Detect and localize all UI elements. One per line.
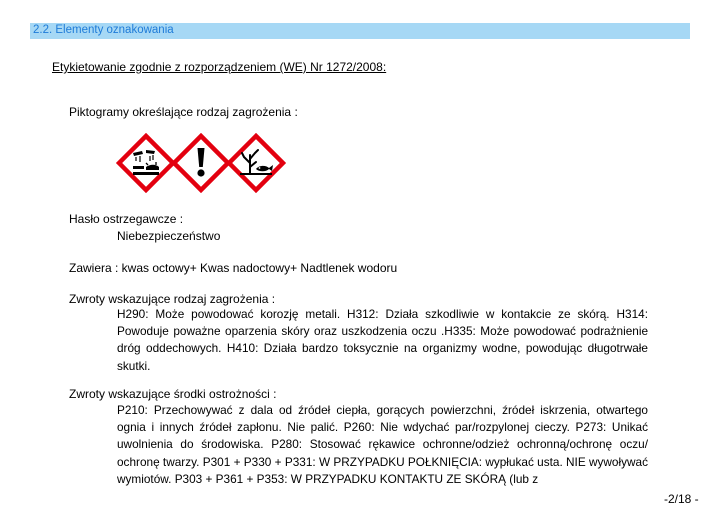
section-title: 2.2. Elementy oznakowania — [33, 24, 174, 36]
pictograms-heading: Piktogramy określające rodzaj zagrożenia : — [69, 105, 298, 119]
precautionary-statements-text: P210: Przechowywać z dala od źródeł ciepła, gorących powierzchni, źródeł iskrzenia, otwartego ognia i innych źródeł zapłonu. Nie palić. P260: Nie wdychać par/rozpylonej cieczy. P273: Unikać uwolnienia do środowiska. P280: Stosować rękawice ochronne/odzież ochronną/ochronę oczu/ ochronę twarzy. P301 + P330 + P331: W PRZYPADKU POŁKNIĘCIA: wypłukać usta. NIE wywoływać wymiotów. P303 + P361 + P353: W PRZYPADKU KONTAKTU ZE SKÓRĄ (lub z — [117, 403, 648, 486]
labelling-subtitle: Etykietowanie zgodnie z rozporządzeniem (WE) Nr 1272/2008: — [52, 60, 387, 74]
precautionary-statements-heading: Zwroty wskazujące środki ostrożności : — [69, 387, 277, 401]
corrosion-icon — [116, 133, 176, 193]
page-number: -2/18 - — [664, 492, 699, 506]
signal-word-value: Niebezpieczeństwo — [117, 229, 221, 243]
hazard-statements-text: H290: Może powodować korozję metali. H312: Działa szkodliwie w kontakcie ze skórą. H314: Powoduje poważne oparzenia skóry oraz uszkodzenia oczu .H335: Może powodować podrażnienie dróg oddechowych. H410: Działa bardzo toksycznie na organizmy wodne, powodując długotrwałe skutki. — [117, 307, 648, 373]
exclamation-mark-icon — [171, 133, 231, 193]
section-header-bar — [30, 23, 690, 39]
contains-text: Zawiera : kwas octowy+ Kwas nadoctowy+ Nadtlenek wodoru — [69, 261, 398, 275]
environment-hazard-icon — [226, 133, 286, 193]
signal-word-label: Hasło ostrzegawcze : — [69, 212, 184, 226]
hazard-statements-heading: Zwroty wskazujące rodzaj zagrożenia : — [69, 292, 276, 306]
